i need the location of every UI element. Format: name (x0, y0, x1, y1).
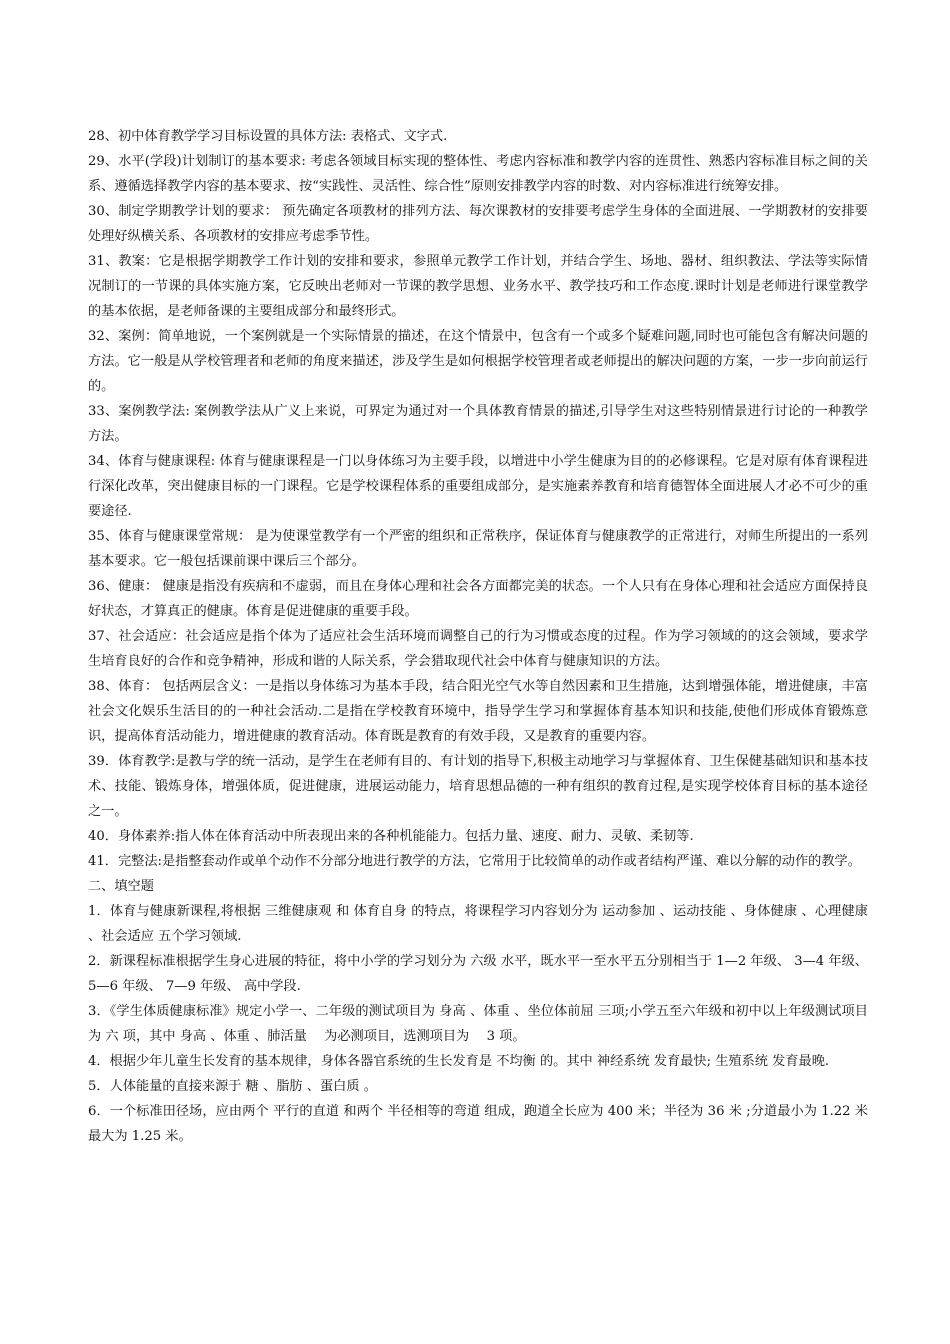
definition-32: 32、案例：简单地说，一个案例就是一个实际情景的描述，在这个情景中，包含有一个或多个疑难问题,同时也可能包含有解决问题的方法。它一般是从学校管理者和老师的角度来描述，涉及学生是如何根据学校管理者或老师提出的解决问题的方案，一步一步向前运行的。 (88, 329, 868, 394)
fill-blank-1: 1．体育与健康新课程,将根据 三维健康观 和 体育自身 的特点，将课程学习内容划分为 运动参加 、运动技能 、身体健康 、心理健康 、社会适应 五个学习领域. (88, 904, 868, 944)
document-body (88, 124, 868, 1149)
fill-blank-6: 6．一个标准田径场，应由两个 平行的直道 和两个 半径相等的弯道 组成，跑道全长应为 400 米；半径为 36 米 ;分道最小为 1.22 米最大为 1.25 米。 (88, 1104, 868, 1144)
definition-28: 28、初中体育教学学习目标设置的具体方法: 表格式、文字式. (88, 129, 448, 144)
definition-34: 34、体育与健康课程: 体育与健康课程是一门以身体练习为主要手段，以增进中小学生健康为目的的必修课程。它是对原有体育课程进行深化改革，突出健康目标的一门课程。它是学校课程体系的重要组成部分，是实施素养教育和培育德智体全面进展人才必不可少的重要途径. (88, 454, 868, 519)
definition-35: 35、体育与健康课堂常规： 是为使课堂教学有一个严密的组织和正常秩序，保证体育与健康教学的正常进行，对师生所提出的一系列基本要求。它一般包括课前课中课后三个部分。 (88, 529, 868, 569)
definition-33: 33、案例教学法: 案例教学法从广义上来说，可界定为通过对一个具体教育情景的描述,引导学生对这些特别情景进行讨论的一种教学方法。 (88, 404, 868, 444)
definition-30: 30、制定学期教学计划的要求： 预先确定各项教材的排列方法、每次课教材的安排要考虑学生身体的全面进展、一学期教材的安排要处理好纵横关系、各项教材的安排应考虑季节性。 (88, 204, 868, 244)
definition-41: 41．完整法:是指整套动作或单个动作不分部分地进行教学的方法，它常用于比较简单的动作或者结构严谨、难以分解的动作的教学。 (88, 854, 861, 869)
fill-blank-4: 4．根据少年儿童生长发育的基本规律，身体各器官系统的生长发育是 不均衡 的。其中 神经系统 发育最快; 生殖系统 发育最晚. (88, 1054, 830, 1069)
definition-39: 39．体育教学:是教与学的统一活动，是学生在老师有目的、有计划的指导下,积极主动地学习与掌握体育、卫生保健基础知识和基本技术、技能、锻炼身体，增强体质，促进健康，进展运动能力，培育思想品德的一种有组织的教育过程,是实现学校体育目标的基本途径之一。 (88, 754, 868, 819)
fill-blank-2: 2．新课程标准根据学生身心进展的特征，将中小学的学习划分为 六级 水平，既水平一至水平五分别相当于 1—2 年级、 3—4 年级、 5—6 年级、 7—9 年级、 高中学段. (88, 954, 868, 994)
definition-31: 31、教案：它是根据学期教学工作计划的安排和要求，参照单元教学工作计划，并结合学生、场地、器材、组织教法、学法等实际情况制订的一节课的具体实施方案，它反映出老师对一节课的教学思想、业务水平、教学技巧和工作态度.课时计划是老师进行课堂教学的基本依据，是老师备课的主要组成部分和最终形式。 (88, 254, 868, 319)
definition-40: 40．身体素养:指人体在体育活动中所表现出来的各种机能能力。包括力量、速度、耐力、灵敏、柔韧等. (88, 829, 694, 844)
section-heading: 二、填空题 (88, 879, 154, 894)
fill-blank-3: 3．《学生体质健康标准》规定小学一、二年级的测试项目为 身高 、体重 、坐位体前屈 三项;小学五至六年级和初中以上年级测试项目为 六 项，其中 身高 、体重 、肺活量 为必测项目，选测项目为 3 项。 (88, 1004, 868, 1044)
fill-blank-5: 5．人体能量的直接来源于 糖 、脂肪 、蛋白质 。 (88, 1079, 377, 1094)
definition-29: 29、水平(学段)计划制订的基本要求: 考虑各领域目标实现的整体性、考虑内容标准和教学内容的连贯性、熟悉内容标准目标之间的关系、遵循选择教学内容的基本要求、按“实践性、灵活性、综合性”原则安排教学内容的时数、对内容标准进行统筹安排。 (88, 154, 868, 194)
definition-37: 37、社会适应：社会适应是指个体为了适应社会生活环境而调整自己的行为习惯或态度的过程。作为学习领域的的这会领域，要求学生培育良好的合作和竞争精神，形成和谐的人际关系，学会猎取现代社会中体育与健康知识的方法。 (88, 629, 868, 669)
definition-38: 38、体育： 包括两层含义：一是指以身体练习为基本手段，结合阳光空气水等自然因素和卫生措施，达到增强体能，增进健康，丰富社会文化娱乐生活目的的一种社会活动.二是指在学校教育环境中，指导学生学习和掌握体育基本知识和技能,使他们形成体育锻炼意识，提高体育活动能力，增进健康的教育活动。体育既是教育的有效手段，又是教育的重要内容。 (88, 679, 868, 744)
definition-36: 36、健康： 健康是指没有疾病和不虚弱，而且在身体心理和社会各方面都完美的状态。一个人只有在身体心理和社会适应方面保持良好状态，才算真正的健康。体育是促进健康的重要手段。 (88, 579, 868, 619)
